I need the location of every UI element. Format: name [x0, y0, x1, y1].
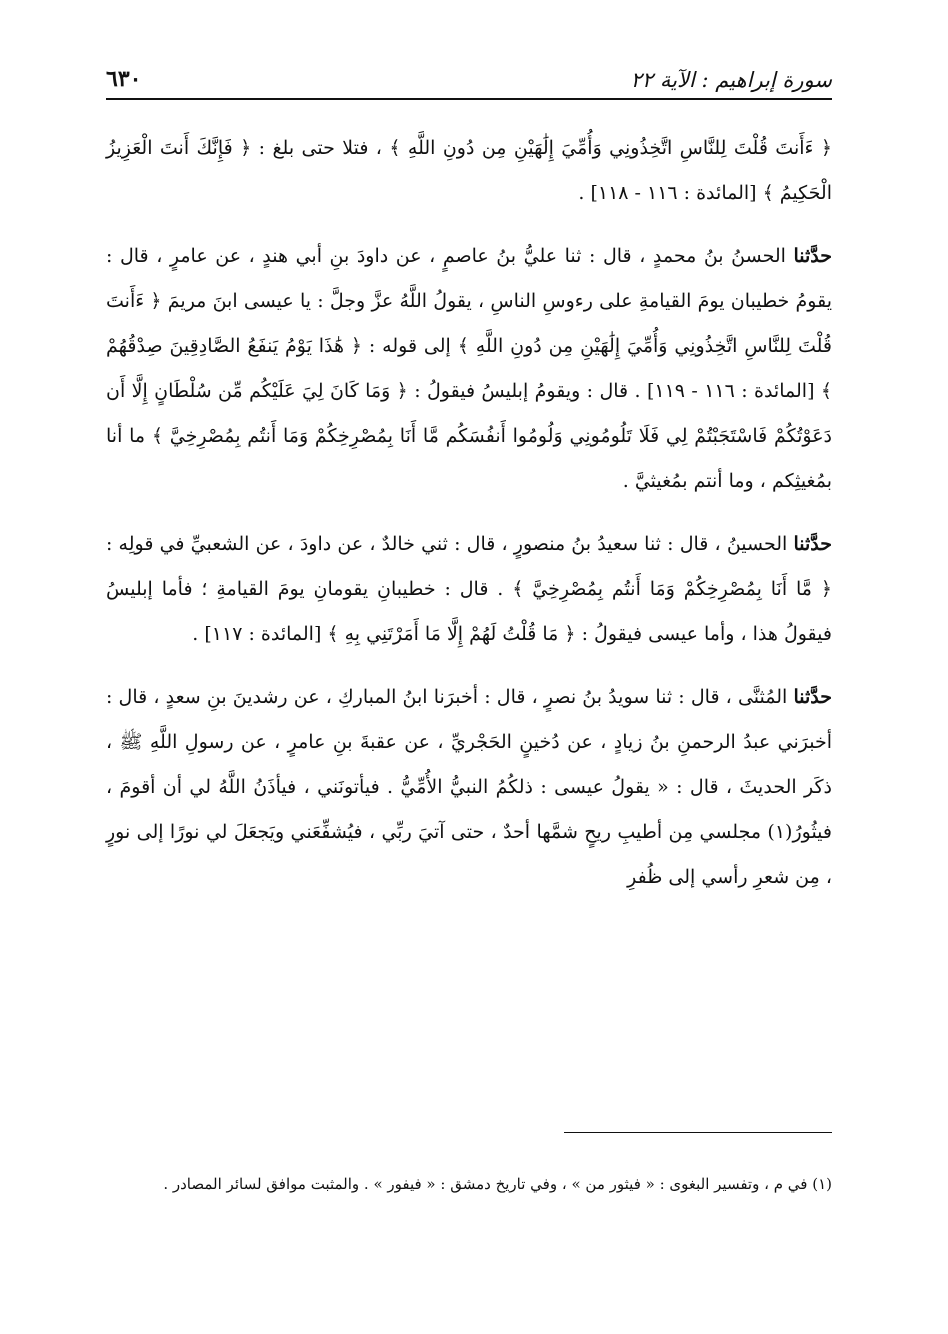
paragraph-lead: حدَّثنا	[793, 686, 832, 708]
paragraph-1	[106, 126, 832, 216]
paragraph-text: المُثنَّى ، قال : ثنا سويدُ بنُ نصرٍ ، قال : أخبرَنا ابنُ المباركِ ، عن رشدينَ بنِ سعدٍ ، قال : أخبرَني عبدُ الرحمنِ بنُ زيادٍ ، عن دُخينٍ الحَجْريِّ ، عن عقبةَ بنِ عامرٍ ، عن رسولِ اللَّهِ ﷺ ، ذكَر الحديثَ ، قال : « يقولُ عيسى : ذلكُمُ النبيُّ الأُمِّيُّ . فيأتونَني ، فيأذَنُ اللَّهُ لي أن أقومَ ، فيثُورُ(١) مجلسي مِن أطيبِ ريحٍ شمَّها أحدٌ ، حتى آتيَ ربِّي ، فيُشفِّعَني ويَجعَلَ لي نورًا إلى نورٍ ، مِن شعرِ رأسي إلى ظُفرِ	[106, 686, 832, 888]
running-title: سورة إبراهيم : الآية ٢٢	[630, 68, 832, 92]
footnote-separator	[564, 1132, 832, 1133]
main-text	[106, 126, 832, 900]
footnote: (١) في م ، وتفسير البغوى : « فيثور من » ، وفي تاريخ دمشق : « فيفور » . والمثبت موافق لسائر المصادر .	[163, 1175, 832, 1193]
paragraph-lead: حدَّثنا	[793, 245, 832, 267]
paragraph-4	[106, 675, 832, 900]
page-number: ٦٣٠	[106, 66, 142, 92]
paragraph-text: ﴿ ءَأَنتَ قُلْتَ لِلنَّاسِ اتَّخِذُونِي وَأُمِّيَ إِلَٰهَيْنِ مِن دُونِ اللَّهِ ﴾ ، فتلا حتى بلغ : ﴿ فَإِنَّكَ أَنتَ الْعَزِيزُ الْحَكِيمُ ﴾ [المائدة : ١١٦ - ١١٨] .	[106, 137, 832, 204]
paragraph-text: الحسنُ بنُ محمدٍ ، قال : ثنا عليُّ بنُ عاصمٍ ، عن داودَ بنِ أبي هندٍ ، عن عامرٍ ، قال : يقومُ خطيبان يومَ القيامةِ على رءوسِ الناسِ ، يقولُ اللَّهُ عزَّ وجلَّ : يا عيسى ابنَ مريمَ ﴿ ءَأَنتَ قُلْتَ لِلنَّاسِ اتَّخِذُونِي وَأُمِّيَ إِلَٰهَيْنِ مِن دُونِ اللَّهِ ﴾ إلى قوله : ﴿ هَٰذَا يَوْمُ يَنفَعُ الصَّادِقِينَ صِدْقُهُمْ ﴾ [المائدة : ١١٦ - ١١٩] . قال : ويقومُ إبليسُ فيقولُ : ﴿ وَمَا كَانَ لِيَ عَلَيْكُم مِّن سُلْطَانٍ إِلَّا أَن دَعَوْتُكُمْ فَاسْتَجَبْتُمْ لِي فَلَا تَلُومُونِي وَلُومُوا أَنفُسَكُم مَّا أَنَا بِمُصْرِخِكُمْ وَمَا أَنتُم بِمُصْرِخِيَّ ﴾ ما أنا بمُغيثِكم ، وما أنتم بمُغيثيَّ .	[106, 245, 832, 492]
paragraph-lead: حدَّثنا	[793, 533, 832, 555]
paragraph-2	[106, 234, 832, 504]
paragraph-text: الحسينُ ، قال : ثنا سعيدُ بنُ منصورٍ ، قال : ثني خالدٌ ، عن داودَ ، عن الشعبيِّ في قولِه : ﴿ مَّا أَنَا بِمُصْرِخِكُمْ وَمَا أَنتُم بِمُصْرِخِيَّ ﴾ . قال : خطيبانِ يقومانِ يومَ القيامةِ ؛ فأما إبليسُ فيقولُ هذا ، وأما عيسى فيقولُ : ﴿ مَا قُلْتُ لَهُمْ إِلَّا مَا أَمَرْتَنِي بِهِ ﴾ [المائدة : ١١٧] .	[106, 533, 832, 645]
book-page	[106, 40, 832, 1310]
paragraph-3	[106, 522, 832, 657]
page-header	[106, 40, 832, 100]
